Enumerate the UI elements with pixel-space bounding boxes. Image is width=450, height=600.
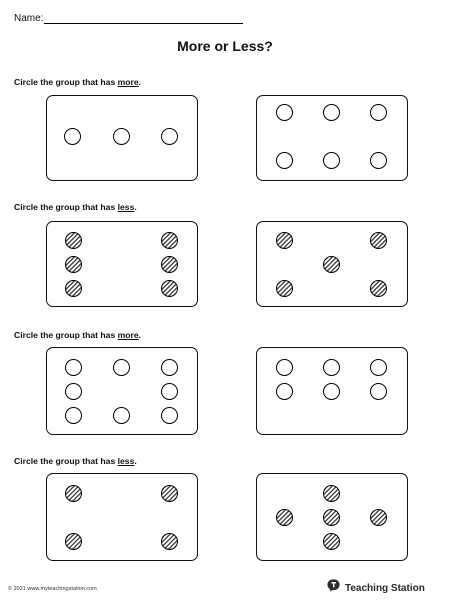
- hatched-dot: [161, 533, 178, 550]
- hatched-dot: [276, 232, 293, 249]
- hatched-dot: [323, 485, 340, 502]
- page-title: More or Less?: [177, 38, 273, 54]
- dot: [65, 359, 82, 376]
- copyright-text: © 2021 www.myteachingstation.com: [8, 586, 97, 592]
- dot: [323, 383, 340, 400]
- hatched-dot: [370, 232, 387, 249]
- dot: [65, 407, 82, 424]
- group-1a[interactable]: [46, 95, 198, 181]
- name-label: Name:: [14, 13, 44, 24]
- dot: [323, 104, 340, 121]
- hatched-dot: [370, 509, 387, 526]
- hatched-dot: [370, 280, 387, 297]
- dot: [370, 359, 387, 376]
- group-1b[interactable]: [256, 95, 408, 181]
- hatched-dot: [276, 280, 293, 297]
- instruction-4-keyword: less: [117, 456, 135, 466]
- hatched-dot: [323, 533, 340, 550]
- hatched-dot: [65, 280, 82, 297]
- dot: [161, 383, 178, 400]
- dot: [65, 383, 82, 400]
- dot: [64, 128, 81, 145]
- instruction-1-keyword: more: [117, 77, 139, 87]
- instruction-3-keyword: more: [117, 330, 139, 340]
- dot: [161, 359, 178, 376]
- dot: [113, 407, 130, 424]
- group-2a[interactable]: [46, 221, 198, 307]
- dot: [276, 152, 293, 169]
- dot: [276, 104, 293, 121]
- hatched-dot: [161, 485, 178, 502]
- hatched-dot: [276, 509, 293, 526]
- brand-logo[interactable]: [326, 578, 425, 598]
- dot: [323, 152, 340, 169]
- hatched-dot: [65, 485, 82, 502]
- brand-name: Teaching Station: [345, 582, 425, 594]
- instruction-1: Circle the group that has more.: [14, 77, 142, 87]
- hatched-dot: [65, 256, 82, 273]
- hatched-dot: [161, 256, 178, 273]
- hatched-dot: [323, 509, 340, 526]
- dot: [161, 407, 178, 424]
- dot: [370, 152, 387, 169]
- hatched-dot: [65, 232, 82, 249]
- speech-bubble-icon: [326, 578, 341, 598]
- hatched-dot: [161, 280, 178, 297]
- dot: [276, 359, 293, 376]
- dot: [161, 128, 178, 145]
- dot: [276, 383, 293, 400]
- hatched-dot: [161, 232, 178, 249]
- dot: [113, 128, 130, 145]
- name-field-line[interactable]: [44, 23, 243, 24]
- instruction-2: Circle the group that has less.: [14, 202, 137, 212]
- hatched-dot: [65, 533, 82, 550]
- dot: [113, 359, 130, 376]
- group-2b[interactable]: [256, 221, 408, 307]
- dot: [370, 383, 387, 400]
- instruction-4: Circle the group that has less.: [14, 456, 137, 466]
- group-4a[interactable]: [46, 473, 198, 561]
- group-3b[interactable]: [256, 347, 408, 435]
- hatched-dot: [323, 256, 340, 273]
- dot: [323, 359, 340, 376]
- instruction-3: Circle the group that has more.: [14, 330, 142, 340]
- group-3a[interactable]: [46, 347, 198, 435]
- group-4b[interactable]: [256, 473, 408, 561]
- dot: [370, 104, 387, 121]
- instruction-2-keyword: less: [117, 202, 135, 212]
